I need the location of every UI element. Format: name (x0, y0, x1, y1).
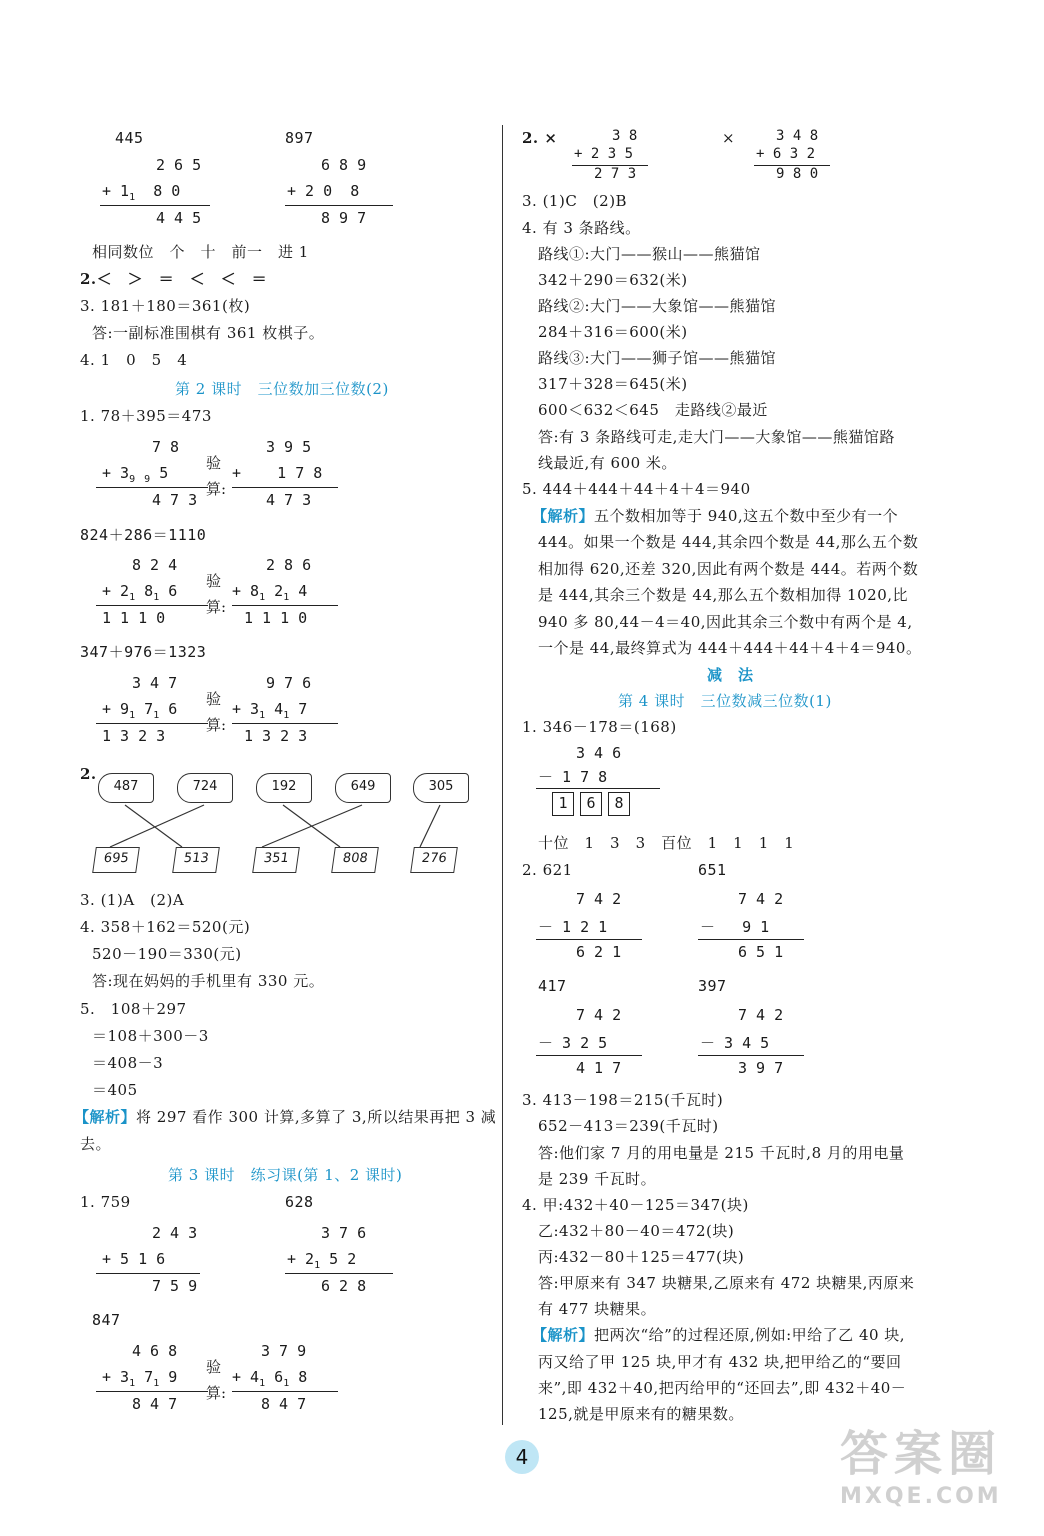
q4-eq2: 520－190＝330(元) (92, 945, 242, 963)
calc-part: 6 (168, 582, 178, 600)
sub-q4-jia: 4. 甲:432＋40－125＝347(块) (522, 1196, 749, 1214)
calc-row: 2 4 3 (152, 1224, 198, 1242)
carry-mark: 1 (314, 1260, 321, 1271)
sub-q3-answer: 答:他们家 7 月的用电量是 215 千瓦时,8 月的用电量 (538, 1144, 905, 1162)
q2-compare: 2.＜ ＞ ＝ ＜ ＜ ＝ (80, 270, 268, 288)
calc-row: 3 4 7 (132, 674, 178, 692)
practice-628: 628 (285, 1193, 314, 1211)
mailbox-1: 487 (98, 773, 154, 803)
calc-part: 6 (168, 700, 178, 718)
sub-q4-answer-cont: 有 477 块糖果。 (538, 1300, 657, 1318)
calc-part: 8 (350, 182, 360, 200)
analysis-1 (74, 1107, 496, 1127)
analysis-text: 把两次“给”的过程还原,例如:甲给了乙 40 块, (594, 1326, 906, 1344)
calc-bar (698, 1055, 804, 1056)
calc-result: 4 7 3 (266, 491, 312, 509)
calc-row (102, 464, 169, 485)
calc-row: 3 7 6 (321, 1224, 367, 1242)
match-line (110, 805, 204, 847)
r-q5: 5. 444＋444＋44＋4＋4＝940 (522, 480, 751, 498)
analysis-text: 将 297 看作 300 计算,多算了 3,所以结果再把 3 减 (136, 1108, 497, 1126)
calc-row: 7 4 2 (738, 890, 784, 908)
vertical-calc-689-208 (285, 156, 395, 236)
watermark-bottom: MXQE.COM (840, 1484, 1002, 1509)
route-2-eq: 284＋316＝600(米) (538, 323, 688, 341)
calc-part: 7 (144, 1368, 154, 1386)
sub-q2: 2. 621 (522, 861, 573, 879)
calc-row (232, 464, 322, 482)
calc-part: 1 7 8 (277, 464, 323, 482)
calc-part: + 3 (102, 1368, 130, 1386)
calc-part: + 9 (102, 700, 130, 718)
calc-row: 3 7 9 (261, 1342, 307, 1360)
check-label: 算: (206, 598, 227, 616)
calc-row: 3 4 8 (776, 128, 819, 144)
calc-part: 9 (168, 1368, 178, 1386)
calc-row: 8 2 4 (132, 556, 178, 574)
analysis-2-l4: 是 444,其余三个数是 44,那么五个数相加得 1020,比 (538, 586, 909, 604)
calc-bar (100, 205, 210, 206)
calc-row: 7 4 2 (738, 1006, 784, 1024)
envelope-5: 276 (410, 847, 458, 873)
answer-boxes (552, 792, 636, 816)
envelope-3: 351 (252, 847, 300, 873)
calc-bar (536, 788, 660, 789)
envelope-4: 808 (331, 847, 379, 873)
analysis-3-l3: 来”,即 432＋40,把丙给甲的“还回去”,即 432＋40－ (538, 1379, 907, 1397)
q3-choice: 3. (1)A (2)A (80, 891, 185, 909)
calc-result: 2 7 3 (594, 166, 637, 182)
lesson2-eq2: 824＋286＝1110 (80, 526, 207, 544)
calc-part: 5 2 (329, 1250, 357, 1268)
calc-bar (232, 487, 338, 488)
q2-matching-label: 2. (80, 765, 97, 783)
calc-part: 6 (274, 1368, 284, 1386)
lesson-2-heading: 第 2 课时 三位数加三位数(2) (175, 380, 389, 398)
calc-part: + (232, 464, 251, 482)
sub-q4-bing: 丙:432－80＋125＝477(块) (538, 1248, 745, 1266)
vertical-calc-742-345 (698, 1006, 808, 1086)
calc-bar (232, 605, 338, 606)
check-label: 算: (206, 1384, 227, 1402)
vertical-calc-265-180 (100, 156, 210, 236)
calc-row: 3 8 (612, 128, 638, 144)
calc-row (287, 1250, 357, 1271)
answer-box: 8 (608, 792, 630, 816)
vertical-calc-346-178 (536, 744, 666, 824)
calc-row: － 9 1 (700, 918, 770, 936)
analysis-tag: 【解析】 (532, 507, 595, 525)
calc-row (102, 182, 181, 203)
sub-q4-answer: 答:甲原来有 347 块糖果,乙原来有 472 块糖果,丙原来 (538, 1274, 915, 1292)
watermark (840, 1415, 1002, 1509)
q4-answer: 4. 1 0 5 4 (80, 351, 188, 369)
answer-box: 6 (580, 792, 602, 816)
analysis-tag: 【解析】 (532, 1326, 595, 1344)
calc-row: 3 9 5 (266, 438, 312, 456)
analysis-1-cont: 去。 (80, 1135, 112, 1153)
calc-row: 2 6 5 (156, 156, 202, 174)
vertical-calc-38-235 (572, 128, 652, 188)
calc-result: 8 4 7 (132, 1395, 178, 1413)
calc-row (287, 182, 359, 200)
q3-answer: 答:一副标准围棋有 361 枚棋子。 (92, 324, 325, 342)
vertical-calc-742-121 (536, 890, 646, 970)
analysis-2-l3: 相加得 620,还差 320,因此有两个数是 444。若两个数 (538, 560, 919, 578)
vertical-calc-347-976 (96, 674, 336, 754)
route-compare: 600＜632＜645 走路线②最近 (538, 401, 768, 419)
calc-part: 7 (144, 700, 154, 718)
calc-result: 4 7 3 (152, 491, 198, 509)
carry-mark: 9 (129, 474, 136, 485)
calc-part: 2 (274, 582, 284, 600)
calc-bar (232, 1391, 338, 1392)
practice-847: 847 (92, 1311, 121, 1329)
calc-bar (96, 1391, 208, 1392)
calc-bar (96, 1273, 200, 1274)
q4-answer: 答:现在妈妈的手机里有 330 元。 (92, 972, 325, 990)
analysis-text: 五个数相加等于 940,这五个数中至少有一个 (594, 507, 899, 525)
carry-mark: 1 (129, 192, 136, 203)
analysis-2-l6: 一个是 44,最终算式为 444＋444＋44＋4＋4＝940。 (538, 639, 922, 657)
r-q2-label: 2. × (522, 129, 558, 147)
vertical-calc-468-379 (96, 1342, 336, 1422)
lesson2-q1: 1. 78＋395＝473 (80, 407, 212, 425)
check-label: 验 (206, 690, 222, 708)
calc-result: 9 8 0 (776, 166, 819, 182)
sub-417: 417 (538, 977, 567, 995)
calc-part: 4 (274, 700, 284, 718)
calc-row: + 6 3 2 (756, 146, 816, 162)
calc-row: + $4_1$ $6_1$ 8 (232, 1368, 308, 1389)
calc-result: 1 1 1 0 (244, 609, 308, 627)
calc-part: 8 0 (153, 182, 181, 200)
calc-result: 4 1 7 (576, 1059, 622, 1077)
check-label: 验 (206, 454, 222, 472)
analysis-3-l2: 丙又给了甲 125 块,甲才有 432 块,把甲给乙的“要回 (538, 1353, 902, 1371)
calc-row: + 5 1 6 (102, 1250, 166, 1268)
sub-q4-yi: 乙:432＋80－40＝472(块) (538, 1222, 735, 1240)
lesson2-eq3: 347＋976＝1323 (80, 643, 207, 661)
envelope-2: 513 (172, 847, 220, 873)
calc-row: － 1 7 8 (538, 768, 608, 786)
calc-part: 7 (298, 700, 308, 718)
calc-row: 7 8 (152, 438, 180, 456)
calc-row: 7 4 2 (576, 1006, 622, 1024)
answer-box: 1 (552, 792, 574, 816)
calc-part: 8 (298, 1368, 308, 1386)
match-line (262, 805, 362, 847)
practice-q1: 1. 759 (80, 1193, 131, 1211)
sub-q3: 3. 413－198＝215(千瓦时) (522, 1091, 724, 1109)
calc-result: 6 5 1 (738, 943, 784, 961)
check-label: 验 (206, 1358, 222, 1376)
calc-row: + $9_1$ $7_1$ 6 (102, 700, 178, 721)
route-2: 路线②:大门——大象馆——熊猫馆 (538, 297, 777, 315)
q3-equation: 3. 181＋180＝361(枚) (80, 297, 251, 315)
calc-row: 6 8 9 (321, 156, 367, 174)
page-number-badge: 4 (505, 1440, 539, 1474)
analysis-tag: 【解析】 (74, 1108, 137, 1126)
route-1: 路线①:大门——猴山——熊猫馆 (538, 245, 761, 263)
calc-row: － 3 4 5 (700, 1034, 770, 1052)
calc-result: 1 1 1 0 (102, 609, 166, 627)
calc-row: － 1 2 1 (538, 918, 608, 936)
calc-row: + $2_1$ $8_1$ 6 (102, 582, 178, 603)
calc-part: + 3 (102, 464, 130, 482)
mailbox-4: 649 (335, 773, 391, 803)
sub-397: 397 (698, 977, 727, 995)
calc-bar (536, 939, 642, 940)
calc-bar (536, 1055, 642, 1056)
q5-line2: ＝108＋300－3 (92, 1027, 209, 1045)
route-answer-cont: 线最近,有 600 米。 (538, 454, 677, 472)
mailbox-2: 724 (177, 773, 233, 803)
calc-row: + $3_1$ $4_1$ 7 (232, 700, 308, 721)
sub-651: 651 (698, 861, 727, 879)
calc-part: + 1 (102, 182, 130, 200)
analysis-2-l5: 940 多 80,44－4＝40,因此其余三个数中有两个是 4, (538, 613, 913, 631)
calc-part: + 2 (102, 582, 130, 600)
sub-q3-eq2: 652－413＝239(千瓦时) (538, 1117, 719, 1135)
sub-q1: 1. 346－178＝(168) (522, 718, 677, 736)
section-subtraction: 减 法 (707, 666, 754, 684)
calc-result: 6 2 8 (321, 1277, 367, 1295)
vertical-calc-376-252 (285, 1224, 395, 1304)
analysis-3 (532, 1325, 905, 1345)
q5-line3: ＝408－3 (92, 1054, 164, 1072)
calc-bar (285, 205, 393, 206)
analysis-3-l4: 125,就是甲原来有的糖果数。 (538, 1405, 744, 1423)
q5-line4: ＝405 (92, 1081, 138, 1099)
calc-bar (96, 487, 208, 488)
calc-part: 8 (144, 582, 154, 600)
answer-897: 897 (285, 129, 314, 147)
r-q2-mark2: × (722, 129, 736, 147)
calc-part: 4 (298, 582, 308, 600)
route-answer: 答:有 3 条路线可走,走大门——大象馆——熊猫馆路 (538, 428, 895, 446)
carry-mark: 9 (144, 474, 151, 485)
calc-result: 8 4 7 (261, 1395, 307, 1413)
q5-line1: 5. 108＋297 (80, 1000, 187, 1018)
calc-result: 6 2 1 (576, 943, 622, 961)
column-divider (502, 125, 503, 1425)
calc-part: + 3 (232, 700, 260, 718)
check-label: 算: (206, 480, 227, 498)
vertical-calc-243-516 (96, 1224, 206, 1304)
calc-row: － 3 2 5 (538, 1034, 608, 1052)
calc-row: 3 4 6 (576, 744, 622, 762)
digit-notes: 十位 1 3 3 百位 1 1 1 1 (538, 834, 795, 852)
r-q3: 3. (1)C (2)B (522, 192, 628, 210)
q4-eq1: 4. 358＋162＝520(元) (80, 918, 251, 936)
calc-row: 4 6 8 (132, 1342, 178, 1360)
vertical-calc-742-325 (536, 1006, 646, 1086)
check-label: 算: (206, 716, 227, 734)
calc-result: 8 9 7 (321, 209, 367, 227)
calc-row: 2 8 6 (266, 556, 312, 574)
vertical-calc-78-395 (96, 438, 336, 518)
envelope-1: 695 (92, 847, 140, 873)
calc-result: 4 4 5 (156, 209, 202, 227)
calc-row: + $8_1$ $2_1$ 4 (232, 582, 308, 603)
route-3: 路线③:大门——狮子馆——熊猫馆 (538, 349, 777, 367)
calc-result: 1 3 2 3 (102, 727, 166, 745)
calc-part: + 8 (232, 582, 260, 600)
calc-result: 1 3 2 3 (244, 727, 308, 745)
mailbox-5: 305 (413, 773, 469, 803)
calc-row: 9 7 6 (266, 674, 312, 692)
match-line (125, 805, 182, 847)
route-1-eq: 342＋290＝632(米) (538, 271, 688, 289)
lesson-4-heading: 第 4 课时 三位数减三位数(1) (618, 692, 832, 710)
r-q4: 4. 有 3 条路线。 (522, 219, 641, 237)
calc-bar (96, 723, 208, 724)
mailbox-3: 192 (256, 773, 312, 803)
calc-part: + 2 0 (287, 182, 333, 200)
calc-bar (285, 1273, 393, 1274)
match-line (420, 805, 440, 847)
vertical-calc-348-632 (754, 128, 834, 188)
calc-result: 3 9 7 (738, 1059, 784, 1077)
calc-part: + 2 (287, 1250, 315, 1268)
matching-diagram (90, 765, 480, 885)
analysis-2-l2: 444。如果一个数是 444,其余四个数是 44,那么五个数 (538, 533, 919, 551)
route-3-eq: 317＋328＝645(米) (538, 375, 688, 393)
calc-part: 5 (159, 464, 169, 482)
analysis-2 (532, 506, 898, 526)
calc-result: 7 5 9 (152, 1277, 198, 1295)
lesson-3-heading: 第 3 课时 练习课(第 1、2 课时) (168, 1166, 403, 1184)
calc-bar (232, 723, 338, 724)
vertical-calc-824-286 (96, 556, 336, 636)
calc-bar (96, 605, 208, 606)
sub-q3-answer-cont: 是 239 千瓦时。 (538, 1170, 657, 1188)
calc-row: + 2 3 5 (574, 146, 634, 162)
calc-bar (698, 939, 804, 940)
answer-445: 445 (115, 129, 144, 147)
calc-part: + 4 (232, 1368, 260, 1386)
check-label: 验 (206, 572, 222, 590)
calc-row: 7 4 2 (576, 890, 622, 908)
fill-blanks: 相同数位 个 十 前一 进 1 (92, 243, 309, 261)
vertical-calc-742-91 (698, 890, 808, 970)
watermark-top: 答案圈 (840, 1426, 1003, 1482)
calc-row: + $3_1$ $7_1$ 9 (102, 1368, 178, 1389)
